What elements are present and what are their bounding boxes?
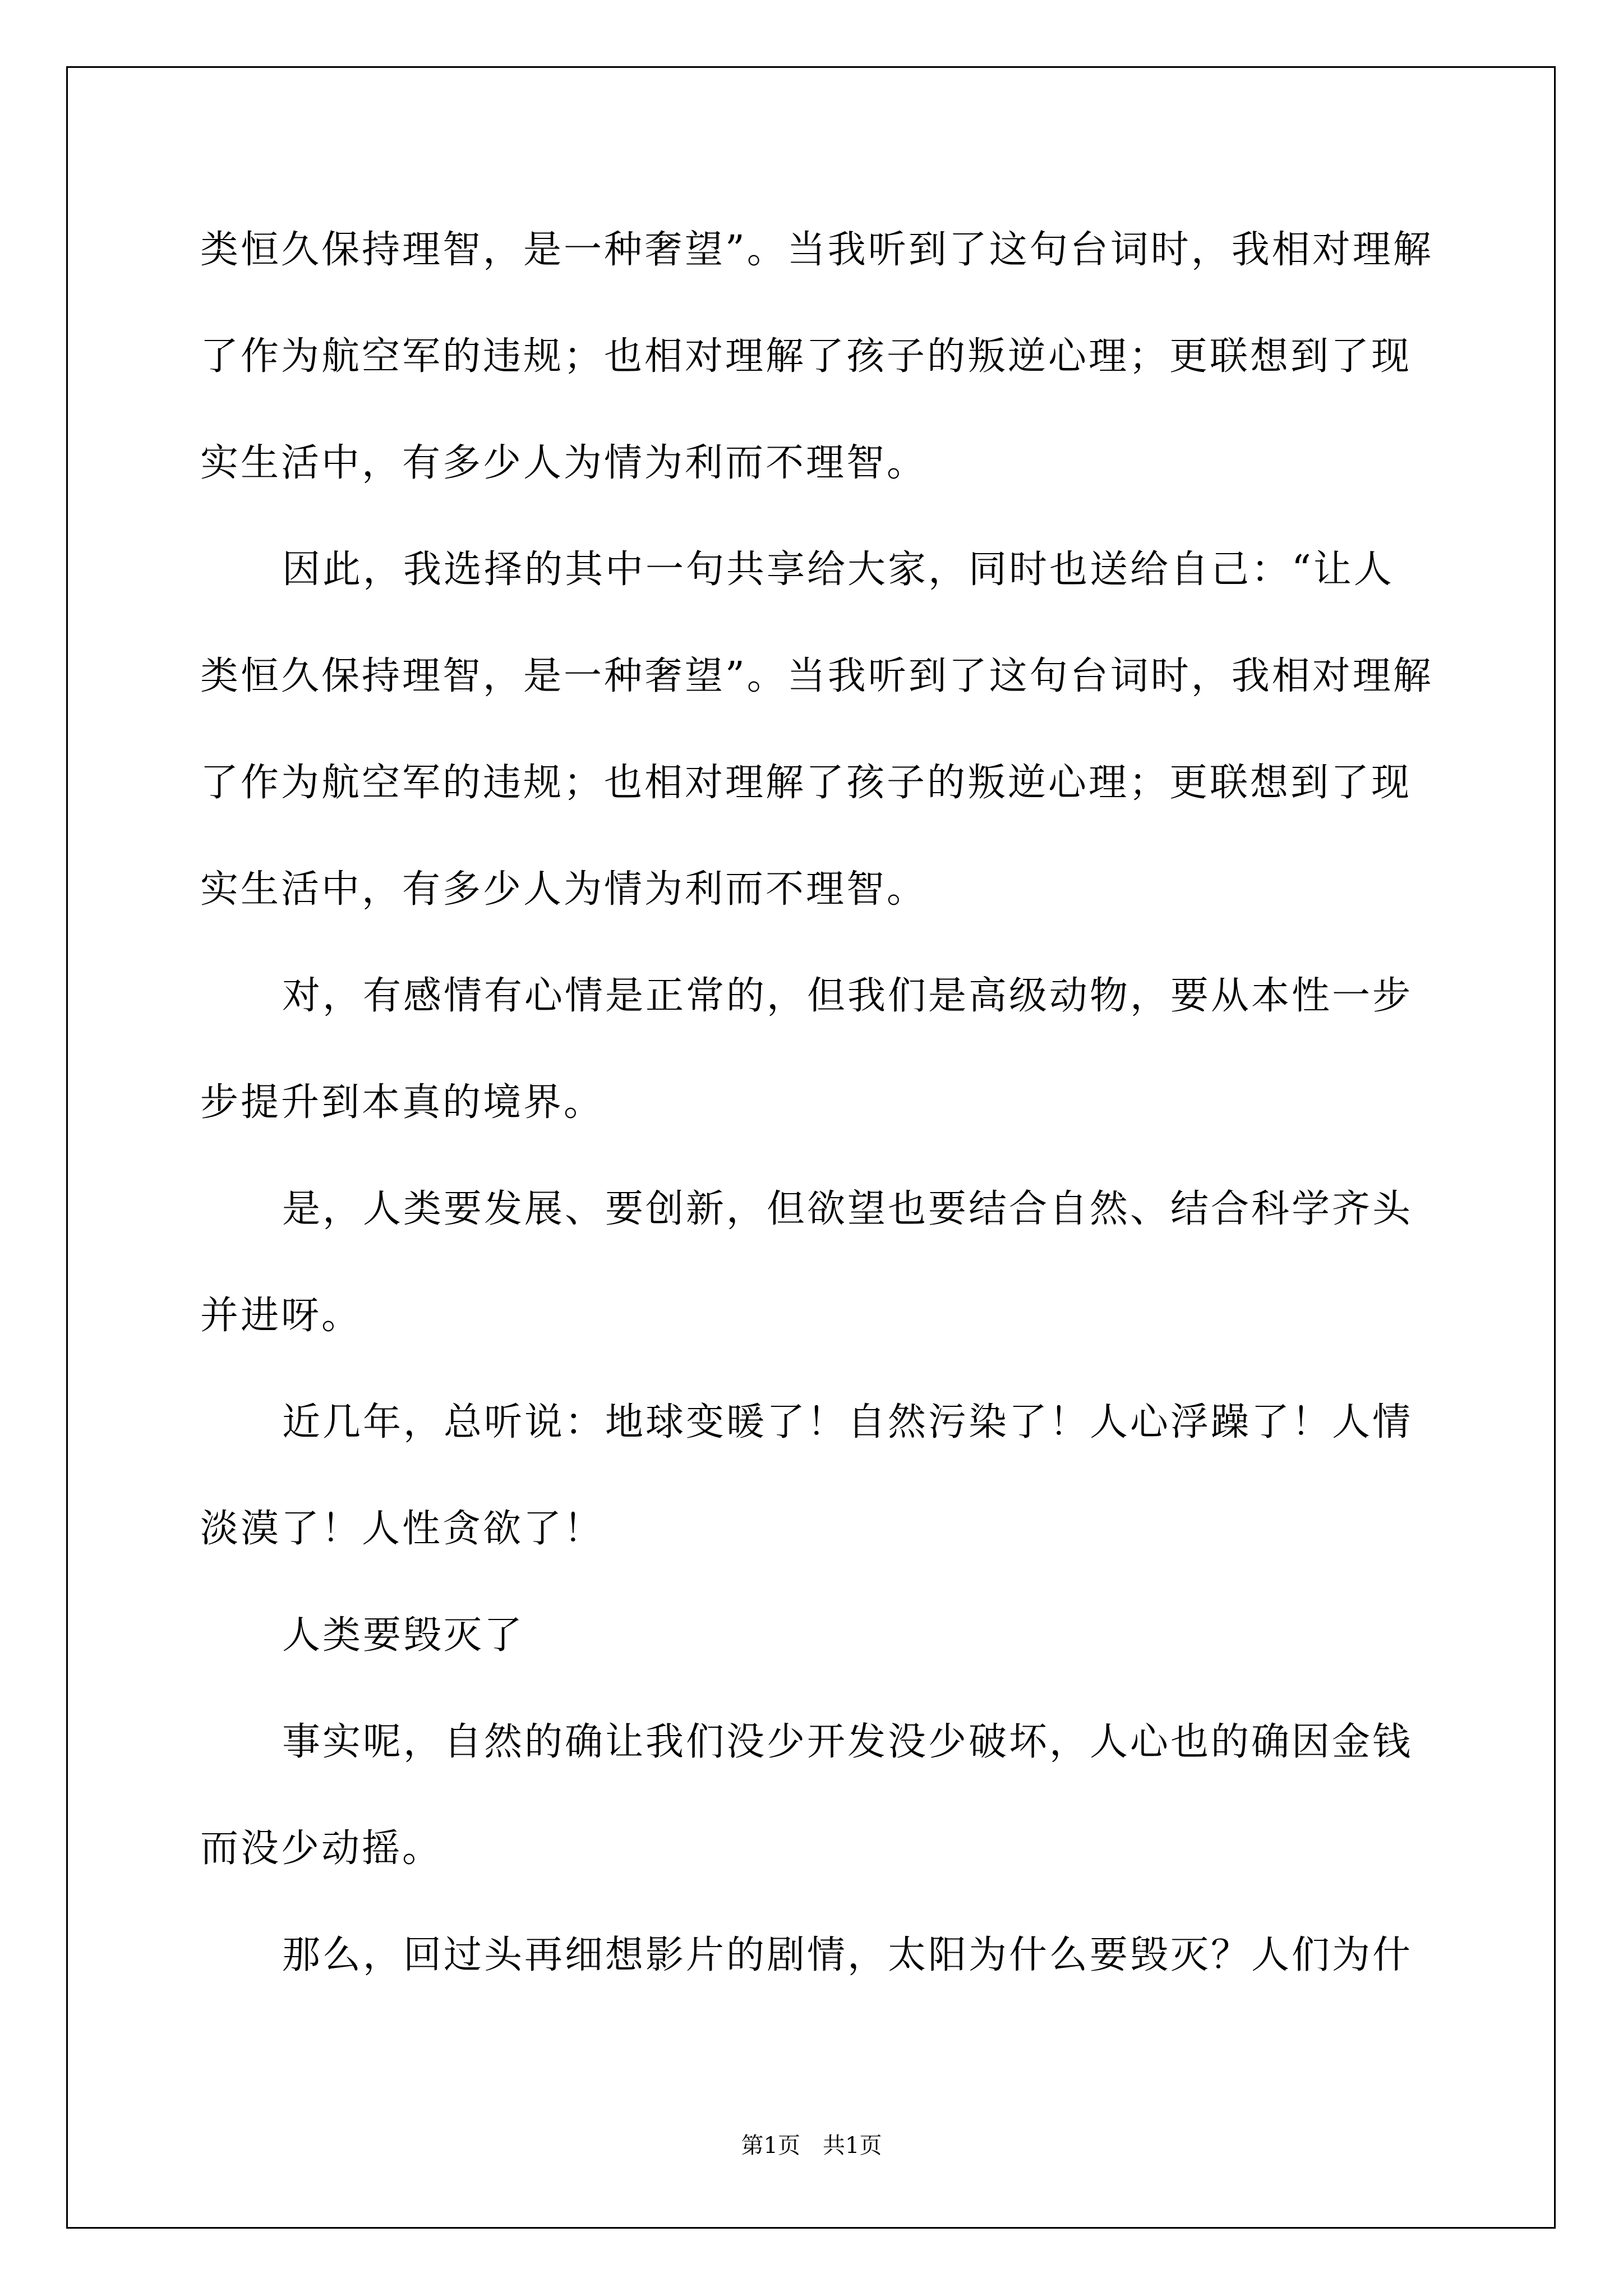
paragraph-start: 事实呢，自然的确让我们没少开发没少破坏，人心也的确因金钱 (282, 1720, 1413, 1764)
text-line: 类恒久保持理智，是一种奢望”。当我听到了这句台词时，我相对理解 (200, 228, 1433, 272)
page-border (66, 66, 1556, 2229)
paragraph-start: 因此，我选择的其中一句共享给大家，同时也送给自己：“让人 (282, 547, 1394, 592)
text-line: 了作为航空军的违规；也相对理解了孩子的叛逆心理；更联想到了现 (200, 761, 1412, 805)
text-line: 淡漠了！人性贪欲了！ (200, 1507, 605, 1551)
text-line: 实生活中，有多少人为情为利而不理智。 (200, 441, 928, 485)
text-line: 并进呀。 (200, 1294, 362, 1338)
paragraph-start: 那么，回过头再细想影片的剧情，太阳为什么要毁灭？人们为什 (282, 1933, 1413, 1977)
paragraph-start: 对，有感情有心情是正常的，但我们是高级动物，要从本性一步 (282, 974, 1413, 1018)
paragraph-start: 人类要毁灭了 (282, 1613, 525, 1658)
text-line: 而没少动摇。 (200, 1826, 443, 1871)
text-line: 类恒久保持理智，是一种奢望”。当我听到了这句台词时，我相对理解 (200, 654, 1433, 698)
page-footer: 第1页 共1页 (741, 2133, 882, 2159)
text-line: 实生活中，有多少人为情为利而不理智。 (200, 867, 928, 912)
paragraph-start: 是，人类要发展、要创新，但欲望也要结合自然、结合科学齐头 (282, 1187, 1413, 1231)
paragraph-start: 近几年，总听说：地球变暖了！自然污染了！人心浮躁了！人情 (282, 1400, 1413, 1444)
text-line: 步提升到本真的境界。 (200, 1080, 605, 1125)
text-line: 了作为航空军的违规；也相对理解了孩子的叛逆心理；更联想到了现 (200, 334, 1412, 379)
